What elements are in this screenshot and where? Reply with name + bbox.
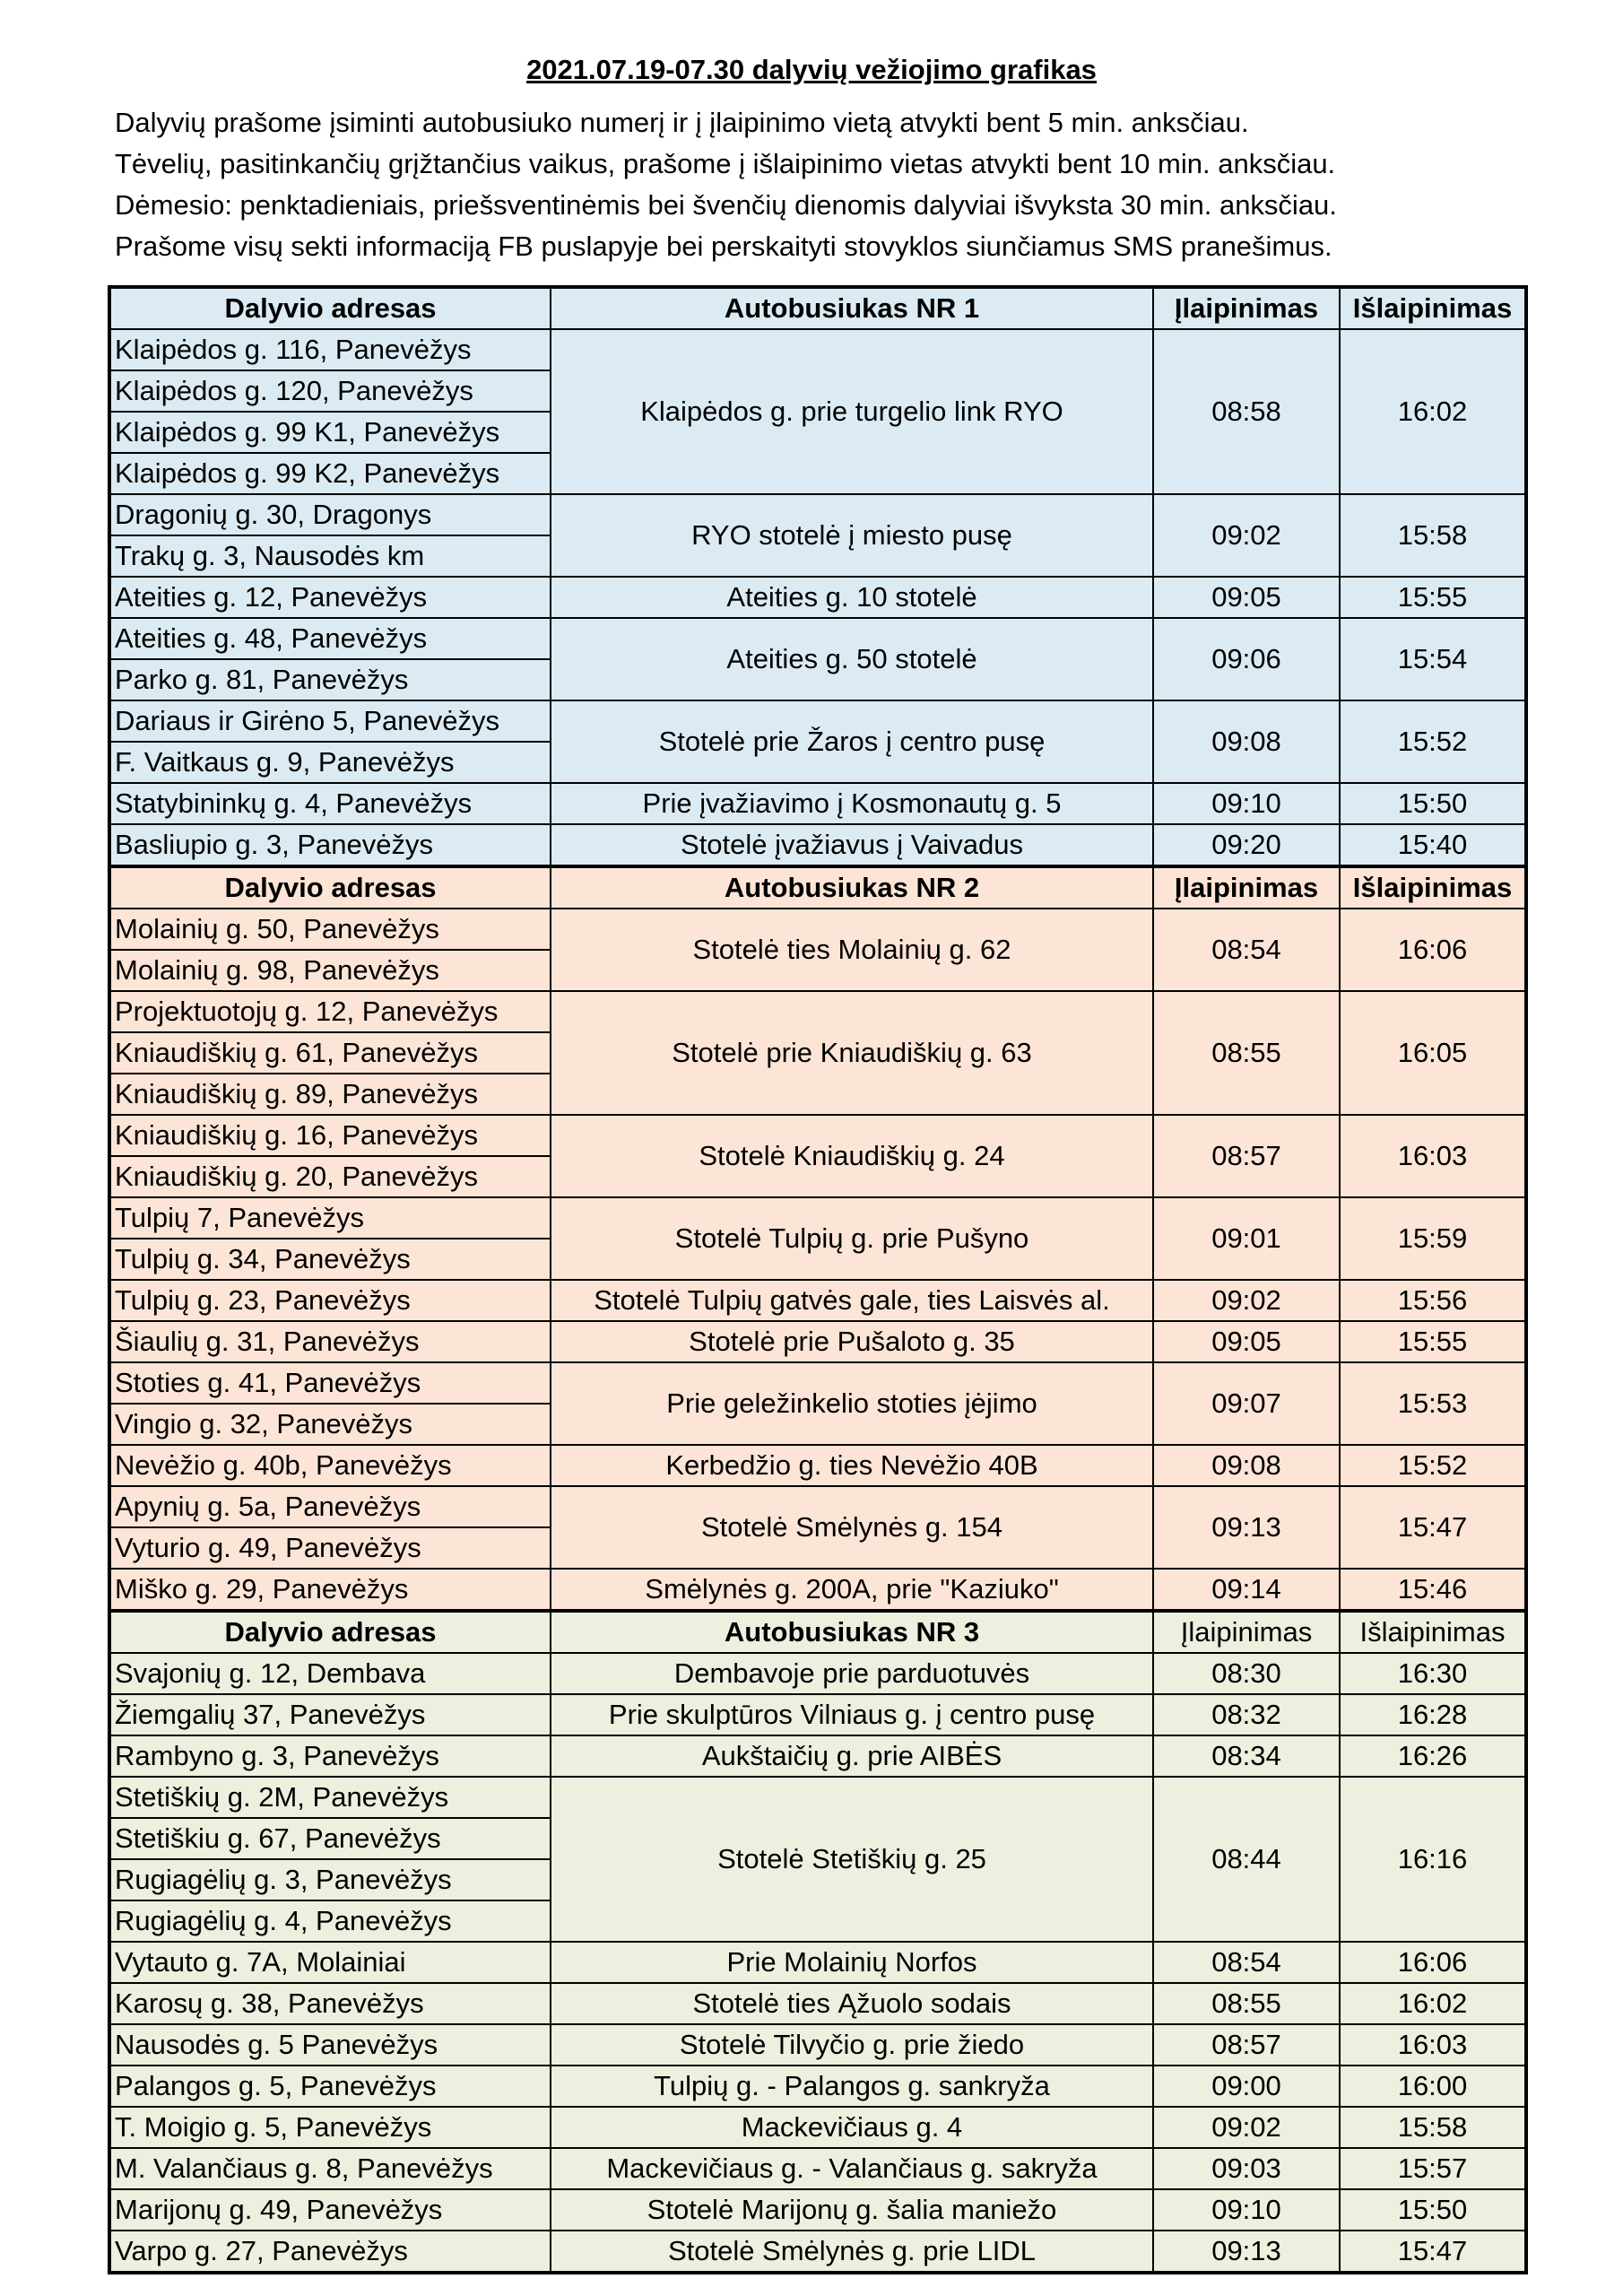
table-row (109, 1362, 1526, 1404)
participant-address: Vyturio g. 49, Panevėžys (109, 1527, 551, 1569)
participant-address: Kniaudiškių g. 89, Panevėžys (109, 1074, 551, 1115)
column-header-bus: Autobusiukas NR 2 (551, 866, 1153, 909)
boarding-time: 08:44 (1153, 1777, 1340, 1942)
table-row (109, 1653, 1526, 1694)
boarding-time: 08:58 (1153, 329, 1340, 494)
participant-address: Tulpių g. 23, Panevėžys (109, 1280, 551, 1321)
pickup-stop: Stotelė Stetiškių g. 25 (551, 1777, 1153, 1942)
alighting-time: 15:50 (1340, 783, 1526, 824)
participant-address: Molainių g. 50, Panevėžys (109, 909, 551, 950)
column-header-alighting: Išlaipinimas (1340, 287, 1526, 329)
alighting-time: 16:02 (1340, 1983, 1526, 2024)
participant-address: Klaipėdos g. 99 K1, Panevėžys (109, 412, 551, 453)
table-row (109, 329, 1526, 370)
boarding-time: 08:32 (1153, 1694, 1340, 1735)
participant-address: Kniaudiškių g. 20, Panevėžys (109, 1156, 551, 1197)
table-row (109, 991, 1526, 1032)
boarding-time: 09:00 (1153, 2066, 1340, 2107)
participant-address: Palangos g. 5, Panevėžys (109, 2066, 551, 2107)
alighting-time: 15:55 (1340, 1321, 1526, 1362)
column-header-boarding: Įlaipinimas (1153, 866, 1340, 909)
table-row (109, 1777, 1526, 1818)
boarding-time: 09:02 (1153, 1280, 1340, 1321)
alighting-time: 16:06 (1340, 909, 1526, 991)
participant-address: Marijonų g. 49, Panevėžys (109, 2189, 551, 2231)
pickup-stop: Prie įvažiavimo į Kosmonautų g. 5 (551, 783, 1153, 824)
boarding-time: 08:57 (1153, 2024, 1340, 2066)
pickup-stop: Stotelė Tulpių gatvės gale, ties Laisvės al. (551, 1280, 1153, 1321)
participant-address: Parko g. 81, Panevėžys (109, 659, 551, 700)
alighting-time: 16:06 (1340, 1942, 1526, 1983)
participant-address: Trakų g. 3, Nausodės km (109, 535, 551, 577)
participant-address: Ateities g. 48, Panevėžys (109, 618, 551, 659)
table-row (109, 1942, 1526, 1983)
intro-line: Tėvelių, pasitinkančių grįžtančius vaikus, prašome į išlaipinimo vietas atvykti bent 10 min. anksčiau. (115, 148, 1336, 179)
table-row (109, 1569, 1526, 1611)
participant-address: Žiemgalių 37, Panevėžys (109, 1694, 551, 1735)
participant-address: Klaipėdos g. 120, Panevėžys (109, 370, 551, 412)
table-row (109, 1197, 1526, 1239)
boarding-time: 09:05 (1153, 577, 1340, 618)
bus-1-header-row (109, 287, 1526, 329)
participant-address: Tulpių g. 34, Panevėžys (109, 1239, 551, 1280)
boarding-time: 09:03 (1153, 2148, 1340, 2189)
pickup-stop: Prie Molainių Norfos (551, 1942, 1153, 1983)
boarding-time: 08:30 (1153, 1653, 1340, 1694)
alighting-time: 16:28 (1340, 1694, 1526, 1735)
table-row (109, 1486, 1526, 1527)
pickup-stop: Smėlynės g. 200A, prie "Kaziuko" (551, 1569, 1153, 1611)
pickup-stop: Mackevičiaus g. 4 (551, 2107, 1153, 2148)
participant-address: T. Moigio g. 5, Panevėžys (109, 2107, 551, 2148)
pickup-stop: Stotelė įvažiavus į Vaivadus (551, 824, 1153, 866)
table-row (109, 2066, 1526, 2107)
table-row (109, 1445, 1526, 1486)
boarding-time: 08:55 (1153, 991, 1340, 1115)
table-row (109, 2148, 1526, 2189)
participant-address: Kniaudiškių g. 16, Panevėžys (109, 1115, 551, 1156)
participant-address: Varpo g. 27, Panevėžys (109, 2231, 551, 2273)
participant-address: Svajonių g. 12, Dembava (109, 1653, 551, 1694)
column-header-address: Dalyvio adresas (109, 866, 551, 909)
participant-address: M. Valančiaus g. 8, Panevėžys (109, 2148, 551, 2189)
column-header-boarding: Įlaipinimas (1153, 287, 1340, 329)
table-row (109, 2024, 1526, 2066)
boarding-time: 09:05 (1153, 1321, 1340, 1362)
participant-address: Stetiškių g. 2M, Panevėžys (109, 1777, 551, 1818)
intro-notes (115, 102, 1594, 267)
participant-address: Vingio g. 32, Panevėžys (109, 1404, 551, 1445)
alighting-time: 16:00 (1340, 2066, 1526, 2107)
boarding-time: 09:20 (1153, 824, 1340, 866)
table-row (109, 577, 1526, 618)
table-row (109, 1694, 1526, 1735)
alighting-time: 16:26 (1340, 1735, 1526, 1777)
intro-line: Prašome visų sekti informaciją FB puslapyje bei perskaityti stovyklos siunčiamus SMS pranešimus. (115, 230, 1332, 262)
participant-address: Dragonių g. 30, Dragonys (109, 494, 551, 535)
alighting-time: 15:53 (1340, 1362, 1526, 1445)
pickup-stop: Stotelė Smėlynės g. prie LIDL (551, 2231, 1153, 2273)
boarding-time: 09:13 (1153, 1486, 1340, 1569)
boarding-time: 08:57 (1153, 1115, 1340, 1197)
alighting-time: 16:03 (1340, 1115, 1526, 1197)
pickup-stop: Stotelė prie Žaros į centro pusę (551, 700, 1153, 783)
pickup-stop: Klaipėdos g. prie turgelio link RYO (551, 329, 1153, 494)
participant-address: Rugiagėlių g. 4, Panevėžys (109, 1900, 551, 1942)
intro-line: Dalyvių prašome įsiminti autobusiuko numerį ir į įlaipinimo vietą atvykti bent 5 min. anksčiau. (115, 107, 1249, 138)
participant-address: Ateities g. 12, Panevėžys (109, 577, 551, 618)
pickup-stop: Stotelė prie Kniaudiškių g. 63 (551, 991, 1153, 1115)
table-row (109, 1983, 1526, 2024)
participant-address: Kniaudiškių g. 61, Panevėžys (109, 1032, 551, 1074)
boarding-time: 08:34 (1153, 1735, 1340, 1777)
participant-address: Stoties g. 41, Panevėžys (109, 1362, 551, 1404)
alighting-time: 15:46 (1340, 1569, 1526, 1611)
table-row (109, 783, 1526, 824)
participant-address: Basliupio g. 3, Panevėžys (109, 824, 551, 866)
boarding-time: 08:54 (1153, 909, 1340, 991)
table-row (109, 2189, 1526, 2231)
boarding-time: 09:02 (1153, 494, 1340, 577)
pickup-stop: Tulpių g. - Palangos g. sankryža (551, 2066, 1153, 2107)
pickup-stop: Aukštaičių g. prie AIBĖS (551, 1735, 1153, 1777)
participant-address: Miško g. 29, Panevėžys (109, 1569, 551, 1611)
alighting-time: 16:30 (1340, 1653, 1526, 1694)
alighting-time: 15:59 (1340, 1197, 1526, 1280)
table-row (109, 2231, 1526, 2273)
pickup-stop: Prie skulptūros Vilniaus g. į centro pusę (551, 1694, 1153, 1735)
column-header-address: Dalyvio adresas (109, 1611, 551, 1653)
boarding-time: 08:55 (1153, 1983, 1340, 2024)
participant-address: Dariaus ir Girėno 5, Panevėžys (109, 700, 551, 742)
alighting-time: 15:52 (1340, 700, 1526, 783)
bus-2-header-row (109, 866, 1526, 909)
participant-address: Klaipėdos g. 116, Panevėžys (109, 329, 551, 370)
pickup-stop: RYO stotelė į miesto pusę (551, 494, 1153, 577)
pickup-stop: Prie geležinkelio stoties įėjimo (551, 1362, 1153, 1445)
schedule-table (108, 285, 1528, 2274)
participant-address: Klaipėdos g. 99 K2, Panevėžys (109, 453, 551, 494)
alighting-time: 16:16 (1340, 1777, 1526, 1942)
participant-address: Nevėžio g. 40b, Panevėžys (109, 1445, 551, 1486)
participant-address: Vytauto g. 7A, Molainiai (109, 1942, 551, 1983)
alighting-time: 16:05 (1340, 991, 1526, 1115)
boarding-time: 09:14 (1153, 1569, 1340, 1611)
pickup-stop: Stotelė Tilvyčio g. prie žiedo (551, 2024, 1153, 2066)
participant-address: Karosų g. 38, Panevėžys (109, 1983, 551, 2024)
pickup-stop: Mackevičiaus g. - Valančiaus g. sakryža (551, 2148, 1153, 2189)
participant-address: Molainių g. 98, Panevėžys (109, 950, 551, 991)
boarding-time: 09:06 (1153, 618, 1340, 700)
boarding-time: 09:13 (1153, 2231, 1340, 2273)
participant-address: Stetiškiu g. 67, Panevėžys (109, 1818, 551, 1859)
column-header-bus: Autobusiukas NR 3 (551, 1611, 1153, 1653)
table-row (109, 1735, 1526, 1777)
intro-line: Dėmesio: penktadieniais, priešsventinėmis bei švenčių dienomis dalyviai išvyksta 30 min. anksčiau. (115, 189, 1337, 221)
boarding-time: 09:02 (1153, 2107, 1340, 2148)
participant-address: Rugiagėlių g. 3, Panevėžys (109, 1859, 551, 1900)
column-header-alighting: Išlaipinimas (1340, 866, 1526, 909)
alighting-time: 15:52 (1340, 1445, 1526, 1486)
alighting-time: 15:55 (1340, 577, 1526, 618)
alighting-time: 15:58 (1340, 494, 1526, 577)
boarding-time: 09:08 (1153, 700, 1340, 783)
column-header-alighting: Išlaipinimas (1340, 1611, 1526, 1653)
pickup-stop: Stotelė ties Molainių g. 62 (551, 909, 1153, 991)
participant-address: Šiaulių g. 31, Panevėžys (109, 1321, 551, 1362)
boarding-time: 09:08 (1153, 1445, 1340, 1486)
participant-address: Statybininkų g. 4, Panevėžys (109, 783, 551, 824)
pickup-stop: Stotelė prie Pušaloto g. 35 (551, 1321, 1153, 1362)
column-header-address: Dalyvio adresas (109, 287, 551, 329)
table-row (109, 700, 1526, 742)
alighting-time: 16:02 (1340, 329, 1526, 494)
participant-address: F. Vaitkaus g. 9, Panevėžys (109, 742, 551, 783)
table-row (109, 1321, 1526, 1362)
pickup-stop: Stotelė ties Ąžuolo sodais (551, 1983, 1153, 2024)
boarding-time: 09:07 (1153, 1362, 1340, 1445)
participant-address: Nausodės g. 5 Panevėžys (109, 2024, 551, 2066)
participant-address: Rambyno g. 3, Panevėžys (109, 1735, 551, 1777)
pickup-stop: Dembavoje prie parduotuvės (551, 1653, 1153, 1694)
column-header-bus: Autobusiukas NR 1 (551, 287, 1153, 329)
alighting-time: 15:40 (1340, 824, 1526, 866)
participant-address: Projektuotojų g. 12, Panevėžys (109, 991, 551, 1032)
alighting-time: 15:47 (1340, 1486, 1526, 1569)
bus-3-header-row (109, 1611, 1526, 1653)
alighting-time: 15:56 (1340, 1280, 1526, 1321)
alighting-time: 15:47 (1340, 2231, 1526, 2273)
participant-address: Tulpių 7, Panevėžys (109, 1197, 551, 1239)
boarding-time: 09:10 (1153, 2189, 1340, 2231)
boarding-time: 09:10 (1153, 783, 1340, 824)
document-title: 2021.07.19-07.30 dalyvių vežiojimo grafikas (526, 54, 1097, 85)
boarding-time: 08:54 (1153, 1942, 1340, 1983)
table-row (109, 618, 1526, 659)
pickup-stop: Stotelė Marijonų g. šalia maniežo (551, 2189, 1153, 2231)
pickup-stop: Stotelė Smėlynės g. 154 (551, 1486, 1153, 1569)
pickup-stop: Stotelė Tulpių g. prie Pušyno (551, 1197, 1153, 1280)
pickup-stop: Ateities g. 10 stotelė (551, 577, 1153, 618)
alighting-time: 16:03 (1340, 2024, 1526, 2066)
table-row (109, 494, 1526, 535)
pickup-stop: Kerbedžio g. ties Nevėžio 40B (551, 1445, 1153, 1486)
table-row (109, 909, 1526, 950)
pickup-stop: Stotelė Kniaudiškių g. 24 (551, 1115, 1153, 1197)
participant-address: Apynių g. 5a, Panevėžys (109, 1486, 551, 1527)
table-row (109, 824, 1526, 866)
alighting-time: 15:54 (1340, 618, 1526, 700)
alighting-time: 15:58 (1340, 2107, 1526, 2148)
alighting-time: 15:50 (1340, 2189, 1526, 2231)
table-row (109, 1280, 1526, 1321)
alighting-time: 15:57 (1340, 2148, 1526, 2189)
table-row (109, 2107, 1526, 2148)
table-row (109, 1115, 1526, 1156)
column-header-boarding: Įlaipinimas (1153, 1611, 1340, 1653)
pickup-stop: Ateities g. 50 stotelė (551, 618, 1153, 700)
boarding-time: 09:01 (1153, 1197, 1340, 1280)
